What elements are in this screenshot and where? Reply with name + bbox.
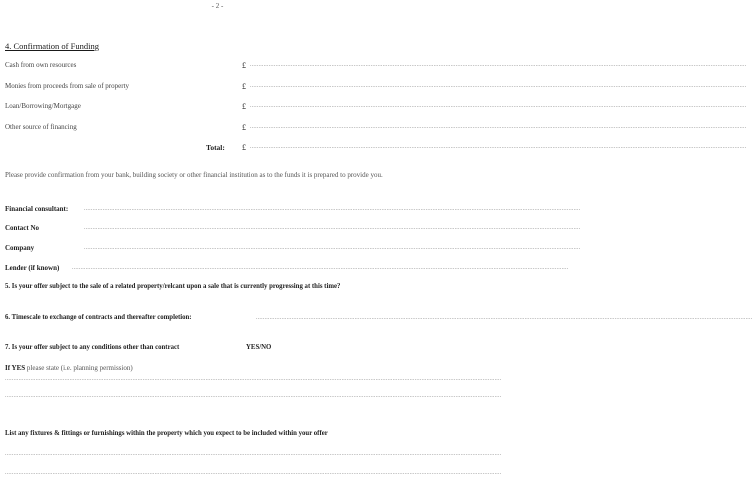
currency-symbol: £ (242, 143, 246, 152)
company-field[interactable]: .................................................................................................................................................................................................................................................................................................... (84, 245, 581, 251)
yes-no-option[interactable]: YES/NO (246, 344, 272, 351)
currency-symbol: £ (242, 61, 246, 70)
currency-symbol: £ (242, 123, 246, 132)
currency-symbol: £ (242, 102, 246, 111)
company-label: Company (5, 244, 35, 252)
funding-proceeds-field[interactable]: .................................................................................................................................................................................................................................................................................................... (250, 83, 747, 89)
funding-total-field[interactable]: .................................................................................................................................................................................................................................................................................................... (250, 144, 747, 150)
financial-consultant-field[interactable]: .................................................................................................................................................................................................................................................................................................... (84, 206, 581, 212)
question-6-field[interactable]: .................................................................................................................................................................................................................................................................................................... (256, 315, 752, 321)
if-yes-bold: If YES (5, 364, 26, 372)
funding-other-field[interactable]: .................................................................................................................................................................................................................................................................................................... (250, 124, 747, 130)
if-yes-instruction (5, 364, 133, 372)
fixtures-line-1[interactable]: .................................................................................................................................................................................................................................................................................................... (5, 451, 502, 457)
question-5: 5. Is your offer subject to the sale of a related property/relcant upon a sale that is currently progressing at this time? (5, 283, 341, 290)
contact-no-label: Contact No (5, 224, 40, 232)
conditions-line-2[interactable]: .................................................................................................................................................................................................................................................................................................... (5, 393, 502, 399)
funding-label-cash: Cash from own resources (5, 61, 77, 69)
question-6: 6. Timescale to exchange of contracts and thereafter completion: (5, 314, 192, 321)
total-label: Total: (206, 143, 225, 152)
section-heading-funding: 4. Confirmation of Funding (5, 41, 99, 51)
funding-cash-field[interactable]: .................................................................................................................................................................................................................................................................................................... (250, 62, 747, 68)
funding-loan-field[interactable]: .................................................................................................................................................................................................................................................................................................... (250, 103, 747, 109)
funding-label-loan: Loan/Borrowing/Mortgage (5, 102, 81, 110)
confirmation-paragraph: Please provide confirmation from your bank, building society or other financial institution as to the funds it is prepared to provide you. (5, 171, 383, 179)
page-number: - 2 - (211, 2, 224, 10)
lender-field[interactable]: .................................................................................................................................................................................................................................................................................................... (72, 265, 569, 271)
currency-symbol: £ (242, 82, 246, 91)
question-7: 7. Is your offer subject to any conditions other than contract (5, 344, 180, 351)
fixtures-line-2[interactable]: .................................................................................................................................................................................................................................................................................................... (5, 470, 502, 476)
financial-consultant-label: Financial consultant: (5, 205, 69, 213)
lender-label: Lender (if known) (5, 264, 60, 272)
fixtures-question: List any fixtures & fittings or furnishings within the property which you expect to be included within your offer (5, 430, 328, 437)
conditions-line-1[interactable]: .................................................................................................................................................................................................................................................................................................... (5, 376, 502, 382)
funding-label-other: Other source of financing (5, 123, 77, 131)
if-yes-rest: please state (i.e. planning permission) (25, 364, 133, 372)
contact-no-field[interactable]: .................................................................................................................................................................................................................................................................................................... (84, 225, 581, 231)
funding-label-proceeds: Monies from proceeds from sale of property (5, 82, 130, 90)
